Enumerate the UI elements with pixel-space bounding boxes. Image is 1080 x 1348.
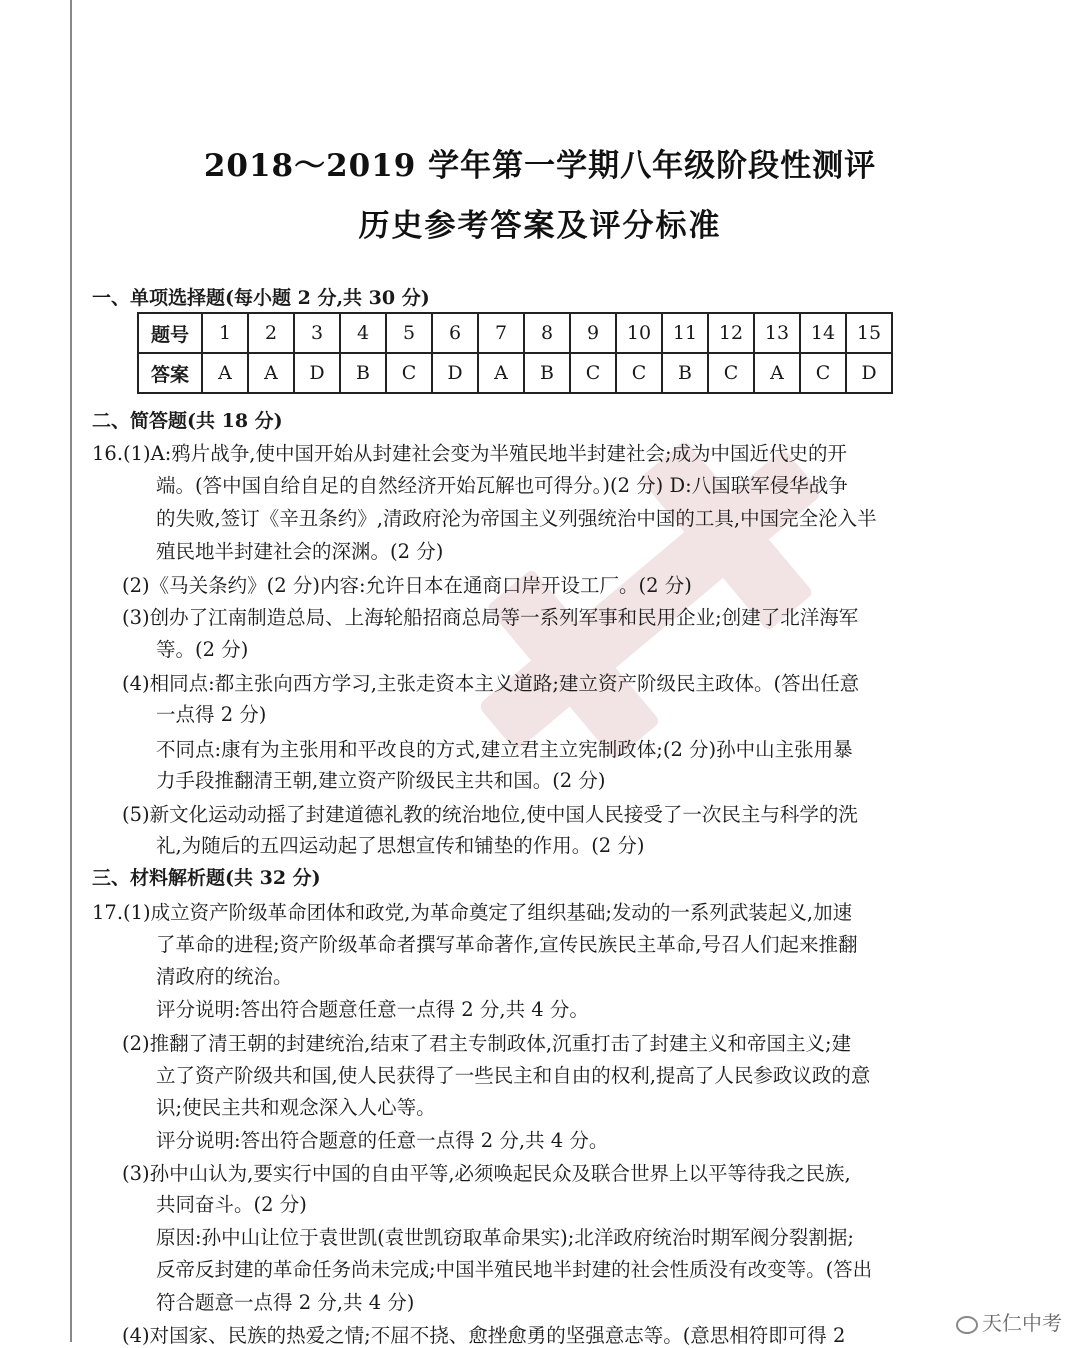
answer-line: 的失败,签订《辛丑条约》,清政府沦为帝国主义列强统治中国的工具,中国完全沦入半 xyxy=(156,507,877,530)
section2-heading: 二、简答题(共 18 分) xyxy=(92,410,283,432)
question-number: 12 xyxy=(708,313,754,353)
answer-cell: A xyxy=(754,353,800,393)
answer-line: 清政府的统治。 xyxy=(156,965,293,988)
answer-line: 端。(答中国自给自足的自然经济开始瓦解也可得分。)(2 分) D:八国联军侵华战争 xyxy=(156,474,848,497)
answer-line: 力手段推翻清王朝,建立资产阶级民主共和国。(2 分) xyxy=(156,769,606,792)
answer-table-row-numbers xyxy=(138,313,892,353)
answer-cell: A xyxy=(478,353,524,393)
question-number: 4 xyxy=(340,313,386,353)
answer-cell: C xyxy=(386,353,432,393)
answer-line: 识;使民主共和观念深入人心等。 xyxy=(156,1096,436,1119)
question-number: 11 xyxy=(662,313,708,353)
question-number: 1 xyxy=(202,313,248,353)
scoring-note: 评分说明:答出符合题意任意一点得 2 分,共 4 分。 xyxy=(156,998,589,1021)
answer-cell: B xyxy=(524,353,570,393)
table-row-label: 题号 xyxy=(138,313,202,353)
question-number: 8 xyxy=(524,313,570,353)
answer-cell: B xyxy=(662,353,708,393)
account-logo xyxy=(950,1305,1068,1338)
section1-heading: 一、单项选择题(每小题 2 分,共 30 分) xyxy=(92,287,430,309)
question-number: 7 xyxy=(478,313,524,353)
answer-cell: A xyxy=(248,353,294,393)
answer-cell: C xyxy=(800,353,846,393)
answer-table-row-answers xyxy=(138,353,892,393)
answer-line: (3)孙中山认为,要实行中国的自由平等,必须唤起民众及联合世界上以平等待我之民族, xyxy=(122,1162,851,1185)
answer-line: (4)相同点:都主张向西方学习,主张走资本主义道路;建立资产阶级民主政体。(答出任意 xyxy=(122,672,860,695)
answer-line: 了革命的进程;资产阶级革命者撰写革命著作,宣传民族民主革命,号召人们起来推翻 xyxy=(156,933,858,956)
answer-line: 不同点:康有为主张用和平改良的方式,建立君主立宪制政体;(2 分)孙中山主张用暴 xyxy=(156,738,853,761)
logo-text: 天仁中考 xyxy=(982,1311,1062,1335)
question-number: 2 xyxy=(248,313,294,353)
answer-line: 共同奋斗。(2 分) xyxy=(156,1193,307,1216)
answer-cell: C xyxy=(708,353,754,393)
question-number: 6 xyxy=(432,313,478,353)
question-number: 13 xyxy=(754,313,800,353)
question-number: 14 xyxy=(800,313,846,353)
answer-line: (2)《马关条约》(2 分)内容:允许日本在通商口岸开设工厂。(2 分) xyxy=(122,574,692,597)
question-number: 10 xyxy=(616,313,662,353)
answer-cell: C xyxy=(616,353,662,393)
question-number: 9 xyxy=(570,313,616,353)
answer-line: 礼,为随后的五四运动起了思想宣传和铺垫的作用。(2 分) xyxy=(156,834,645,857)
answer-line: (3)创办了江南制造总局、上海轮船招商总局等一系列军事和民用企业;创建了北洋海军 xyxy=(122,606,859,629)
section3-heading: 三、材料解析题(共 32 分) xyxy=(92,867,321,889)
question-number: 15 xyxy=(846,313,892,353)
answer-line: 17.(1)成立资产阶级革命团体和政党,为革命奠定了组织基础;发动的一系列武装起义,加速 xyxy=(92,901,853,924)
doc-subtitle: 历史参考答案及评分标准 xyxy=(358,208,722,244)
question-number: 5 xyxy=(386,313,432,353)
wechat-icon xyxy=(956,1316,978,1334)
question-number: 3 xyxy=(294,313,340,353)
answer-line: 符合题意一点得 2 分,共 4 分) xyxy=(156,1291,415,1314)
answer-line: (4)对国家、民族的热爱之情;不屈不挠、愈挫愈勇的坚强意志等。(意思相符即可得 2 xyxy=(122,1324,846,1347)
answer-line: 原因:孙中山让位于袁世凯(袁世凯窃取革命果实);北洋政府统治时期军阀分裂割据; xyxy=(156,1226,854,1249)
answer-table xyxy=(137,312,893,394)
answer-cell: D xyxy=(846,353,892,393)
answer-line: 殖民地半封建社会的深渊。(2 分) xyxy=(156,540,444,563)
answer-line: 等。(2 分) xyxy=(156,638,249,661)
answer-cell: D xyxy=(432,353,478,393)
answer-line: 一点得 2 分) xyxy=(156,703,267,726)
answer-cell: B xyxy=(340,353,386,393)
doc-title: 2018～2019 学年第一学期八年级阶段性测评 xyxy=(203,148,877,184)
answer-cell: D xyxy=(294,353,340,393)
answer-line: (5)新文化运动动摇了封建道德礼教的统治地位,使中国人民接受了一次民主与科学的洗 xyxy=(122,803,858,826)
answer-line: 16.(1)A:鸦片战争,使中国开始从封建社会变为半殖民地半封建社会;成为中国近代史的开 xyxy=(92,442,848,465)
answer-line: (2)推翻了清王朝的封建统治,结束了君主专制政体,沉重打击了封建主义和帝国主义;建 xyxy=(122,1032,852,1055)
answer-cell: A xyxy=(202,353,248,393)
answer-cell: C xyxy=(570,353,616,393)
answer-line: 反帝反封建的革命任务尚未完成;中国半殖民地半封建的社会性质没有改变等。(答出 xyxy=(156,1258,873,1281)
answer-line: 立了资产阶级共和国,使人民获得了一些民主和自由的权利,提高了人民参政议政的意 xyxy=(156,1064,871,1087)
table-row-label: 答案 xyxy=(138,353,202,393)
scoring-note: 评分说明:答出符合题意的任意一点得 2 分,共 4 分。 xyxy=(156,1129,609,1152)
